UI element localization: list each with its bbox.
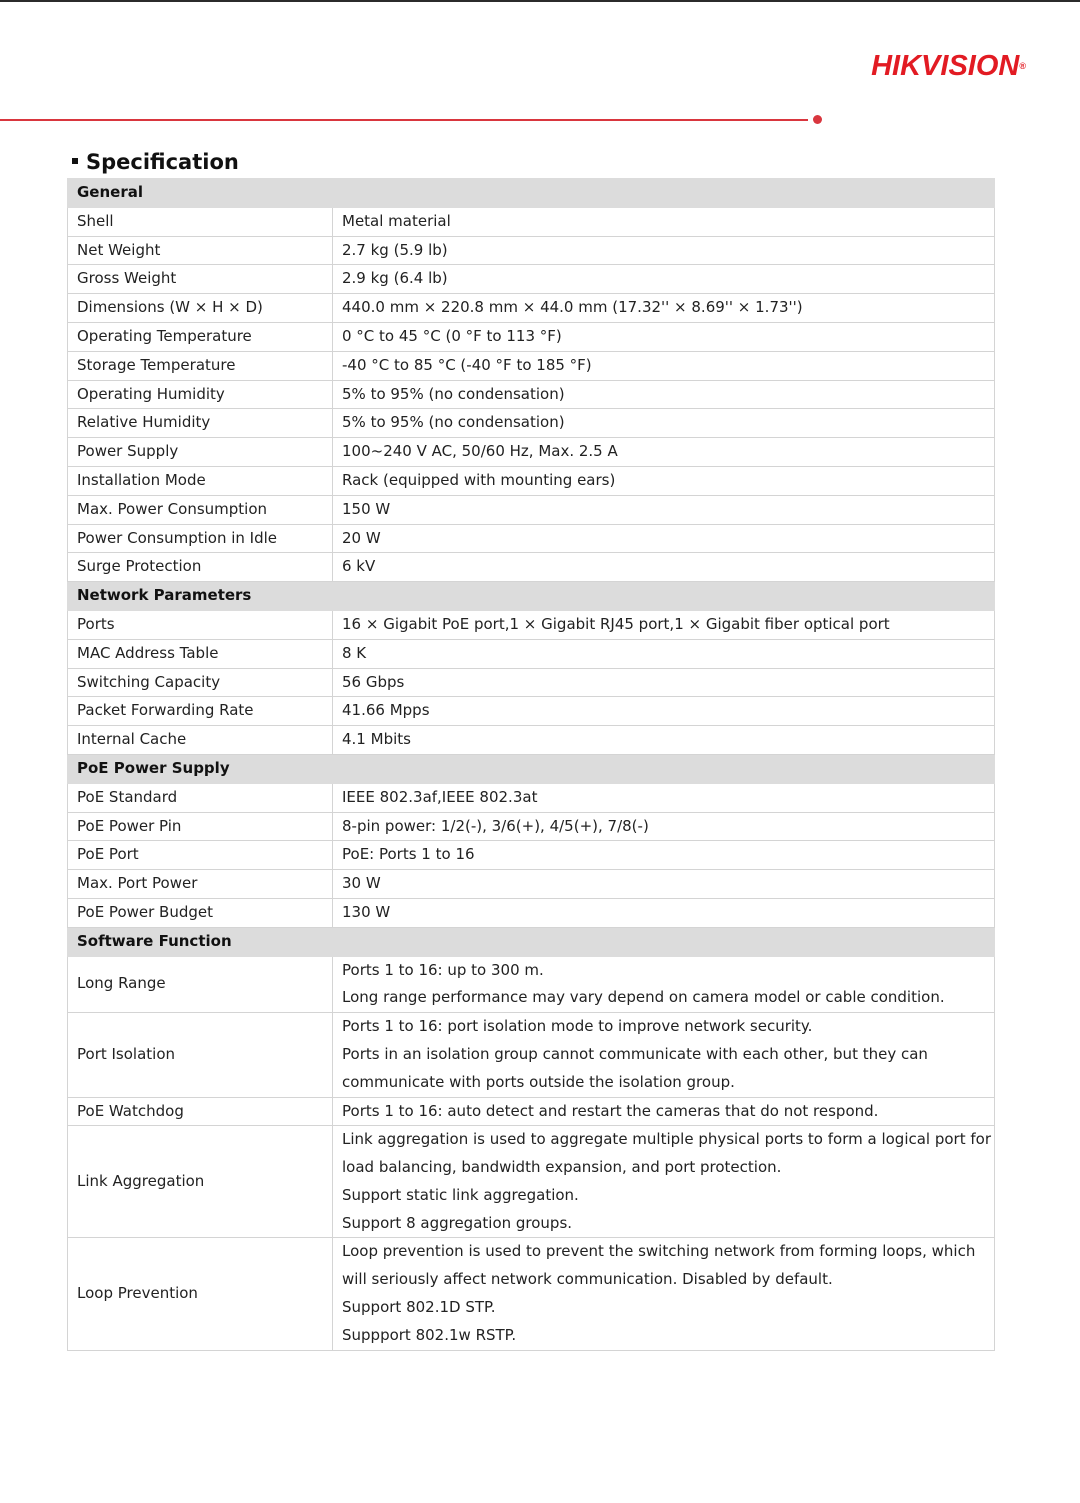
logo-registered-mark: ®	[1019, 61, 1026, 71]
spec-label: Packet Forwarding Rate	[68, 697, 333, 726]
spec-value-line: 2.9 kg (6.4 lb)	[342, 269, 448, 288]
table-row	[68, 409, 995, 438]
spec-label: Operating Temperature	[68, 322, 333, 351]
table-row	[68, 697, 995, 726]
spec-value-line: 100~240 V AC, 50/60 Hz, Max. 2.5 A	[342, 442, 618, 461]
specification-table-body	[68, 179, 995, 1351]
table-row	[68, 639, 995, 668]
spec-value-line: 0 °C to 45 °C (0 °F to 113 °F)	[342, 326, 562, 345]
spec-label: Installation Mode	[68, 466, 333, 495]
spec-value	[333, 870, 995, 899]
table-row	[68, 495, 995, 524]
spec-value	[333, 1238, 995, 1350]
spec-label: Storage Temperature	[68, 351, 333, 380]
spec-label: Shell	[68, 207, 333, 236]
group-title: Software Function	[68, 927, 995, 956]
spec-value-line: 16 × Gigabit PoE port,1 × Gigabit RJ45 port,1 × Gigabit fiber optical port	[342, 614, 890, 633]
header-divider-dot	[813, 115, 822, 124]
spec-value-line: Suppport 802.1w RSTP.	[342, 1325, 517, 1344]
spec-value-line: Metal material	[342, 211, 451, 230]
table-row	[68, 610, 995, 639]
spec-value	[333, 265, 995, 294]
table-row	[68, 265, 995, 294]
spec-value-line: 6 kV	[342, 557, 376, 576]
spec-value	[333, 610, 995, 639]
logo-text-part2: VISION	[921, 50, 1020, 82]
spec-value-line: 5% to 95% (no condensation)	[342, 384, 565, 403]
spec-value-line: 30 W	[342, 874, 381, 893]
spec-value-line: 150 W	[342, 499, 391, 518]
spec-value	[333, 898, 995, 927]
spec-value	[333, 351, 995, 380]
spec-value-line: Ports 1 to 16: port isolation mode to improve network security.	[342, 1017, 813, 1036]
spec-value-line: 41.66 Mpps	[342, 701, 430, 720]
logo-text-part1: HIK	[871, 50, 922, 82]
spec-value	[333, 1097, 995, 1126]
spec-value-line: load balancing, bandwidth expansion, and port protection.	[342, 1158, 782, 1177]
spec-value	[333, 438, 995, 467]
spec-value-line: Ports in an isolation group cannot communicate with each other, but they can	[342, 1044, 928, 1063]
spec-value-line: 130 W	[342, 902, 391, 921]
group-header-row	[68, 582, 995, 611]
hikvision-logo	[871, 48, 1026, 84]
spec-value	[333, 236, 995, 265]
spec-label: MAC Address Table	[68, 639, 333, 668]
table-row	[68, 351, 995, 380]
spec-label: Switching Capacity	[68, 668, 333, 697]
table-row	[68, 236, 995, 265]
spec-value-line: Support 802.1D STP.	[342, 1298, 496, 1317]
spec-label: Power Consumption in Idle	[68, 524, 333, 553]
table-row	[68, 898, 995, 927]
table-row	[68, 956, 995, 1013]
table-row	[68, 783, 995, 812]
spec-value	[333, 956, 995, 1013]
spec-value	[333, 409, 995, 438]
table-row	[68, 294, 995, 323]
spec-value-line: 5% to 95% (no condensation)	[342, 413, 565, 432]
group-title: PoE Power Supply	[68, 754, 995, 783]
spec-label: Loop Prevention	[68, 1238, 333, 1350]
spec-value-line: 440.0 mm × 220.8 mm × 44.0 mm (17.32'' × 8.69'' × 1.73'')	[342, 298, 803, 317]
spec-value-line: Ports 1 to 16: auto detect and restart the cameras that do not respond.	[342, 1101, 879, 1120]
spec-value	[333, 1013, 995, 1097]
group-header-row	[68, 927, 995, 956]
table-row	[68, 1126, 995, 1238]
table-row	[68, 812, 995, 841]
table-row	[68, 726, 995, 755]
table-row	[68, 1013, 995, 1097]
spec-value	[333, 380, 995, 409]
spec-label: Surge Protection	[68, 553, 333, 582]
spec-value	[333, 639, 995, 668]
spec-label: Operating Humidity	[68, 380, 333, 409]
spec-value	[333, 841, 995, 870]
spec-label: Gross Weight	[68, 265, 333, 294]
spec-value-line: 20 W	[342, 528, 381, 547]
spec-value-line: 4.1 Mbits	[342, 730, 411, 749]
spec-label: Power Supply	[68, 438, 333, 467]
spec-value-line: Rack (equipped with mounting ears)	[342, 470, 616, 489]
spec-label: Relative Humidity	[68, 409, 333, 438]
table-row	[68, 870, 995, 899]
spec-label: PoE Watchdog	[68, 1097, 333, 1126]
spec-label: Long Range	[68, 956, 333, 1013]
spec-value-line: Support 8 aggregation groups.	[342, 1213, 573, 1232]
spec-value	[333, 697, 995, 726]
table-row	[68, 466, 995, 495]
spec-value-line: 8-pin power: 1/2(-), 3/6(+), 4/5(+), 7/8(-)	[342, 816, 649, 835]
spec-value	[333, 294, 995, 323]
spec-value	[333, 495, 995, 524]
spec-value	[333, 783, 995, 812]
spec-value	[333, 668, 995, 697]
spec-label: Link Aggregation	[68, 1126, 333, 1238]
spec-value	[333, 1126, 995, 1238]
specification-table	[67, 178, 995, 1351]
title-bullet	[72, 158, 78, 164]
table-row	[68, 322, 995, 351]
spec-label: PoE Standard	[68, 783, 333, 812]
group-title: Network Parameters	[68, 582, 995, 611]
table-row	[68, 1097, 995, 1126]
table-row	[68, 380, 995, 409]
spec-label: Max. Port Power	[68, 870, 333, 899]
spec-value-line: 56 Gbps	[342, 672, 405, 691]
spec-value	[333, 553, 995, 582]
spec-value-line: Ports 1 to 16: up to 300 m.	[342, 960, 544, 979]
spec-value	[333, 466, 995, 495]
spec-value	[333, 726, 995, 755]
spec-value-line: Loop prevention is used to prevent the switching network from forming loops, which	[342, 1242, 976, 1261]
header-divider-line	[0, 119, 808, 121]
table-row	[68, 438, 995, 467]
section-title-text: Specification	[86, 150, 239, 174]
spec-value	[333, 207, 995, 236]
spec-value-line: IEEE 802.3af,IEEE 802.3at	[342, 787, 538, 806]
table-row	[68, 841, 995, 870]
table-row	[68, 207, 995, 236]
page-top-border	[0, 0, 1080, 2]
spec-label: Port Isolation	[68, 1013, 333, 1097]
spec-value-line: Link aggregation is used to aggregate multiple physical ports to form a logical port for	[342, 1130, 991, 1149]
group-header-row	[68, 179, 995, 208]
spec-label: Dimensions (W × H × D)	[68, 294, 333, 323]
table-row	[68, 1238, 995, 1350]
spec-label: Max. Power Consumption	[68, 495, 333, 524]
spec-value-line: PoE: Ports 1 to 16	[342, 845, 475, 864]
section-title	[72, 146, 239, 178]
spec-value-line: will seriously affect network communication. Disabled by default.	[342, 1270, 833, 1289]
spec-value	[333, 524, 995, 553]
table-row	[68, 524, 995, 553]
spec-value	[333, 812, 995, 841]
group-header-row	[68, 754, 995, 783]
spec-label: Net Weight	[68, 236, 333, 265]
spec-value-line: -40 °C to 85 °C (-40 °F to 185 °F)	[342, 355, 592, 374]
spec-label: PoE Power Pin	[68, 812, 333, 841]
spec-label: PoE Port	[68, 841, 333, 870]
spec-value-line: 8 K	[342, 643, 367, 662]
spec-label: PoE Power Budget	[68, 898, 333, 927]
spec-value-line: communicate with ports outside the isolation group.	[342, 1072, 735, 1091]
table-row	[68, 668, 995, 697]
spec-label: Ports	[68, 610, 333, 639]
spec-value-line: Support static link aggregation.	[342, 1185, 579, 1204]
group-title: General	[68, 179, 995, 208]
spec-value	[333, 322, 995, 351]
spec-label: Internal Cache	[68, 726, 333, 755]
spec-value-line: 2.7 kg (5.9 lb)	[342, 240, 448, 259]
spec-value-line: Long range performance may vary depend on camera model or cable condition.	[342, 988, 945, 1007]
table-row	[68, 553, 995, 582]
